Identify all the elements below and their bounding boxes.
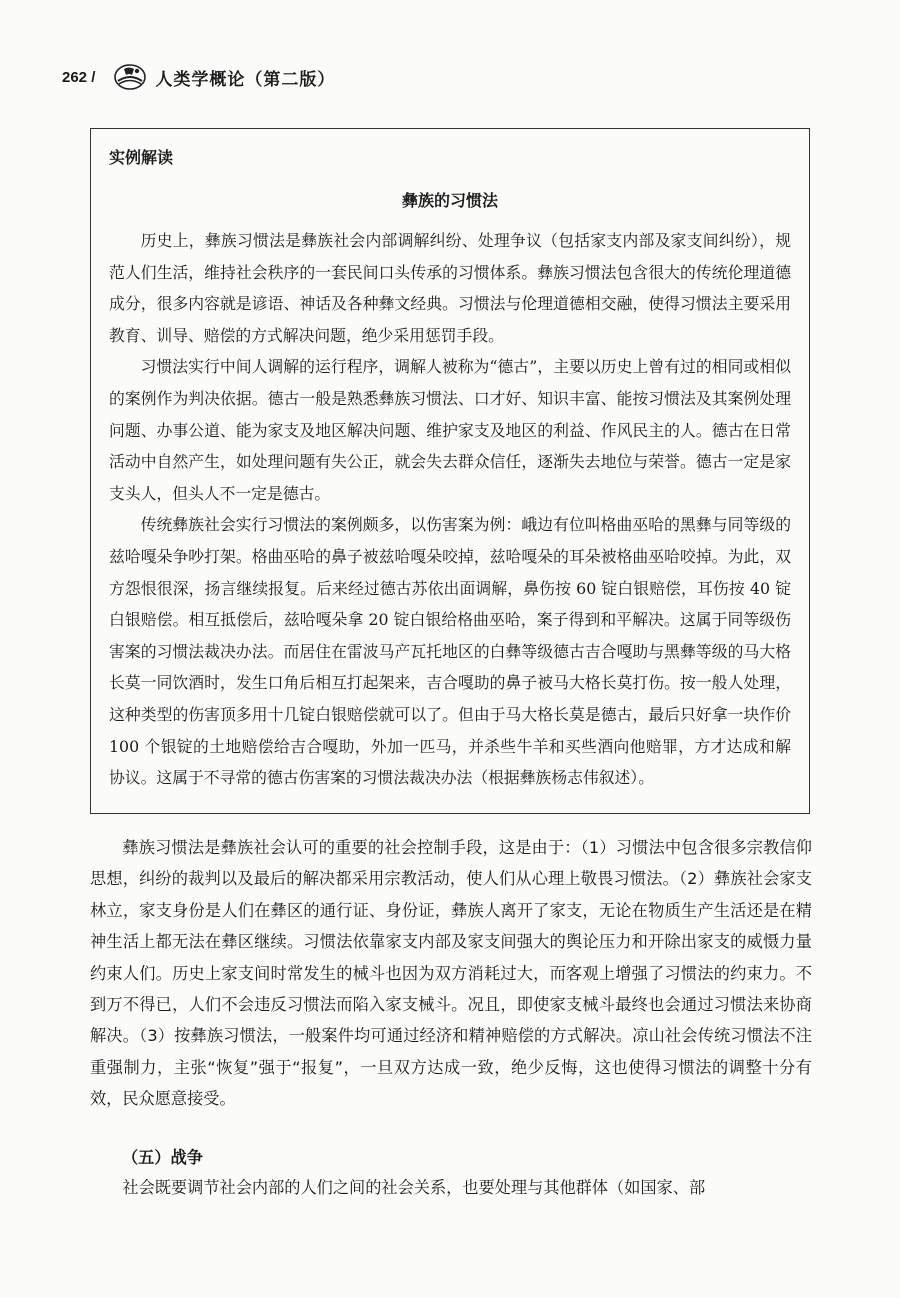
- book-title: 人类学概论（第二版）: [155, 69, 336, 90]
- case-study-title: 彝族的习惯法: [401, 191, 498, 210]
- section-heading: （五）战争: [122, 1148, 203, 1167]
- case-study-box: [90, 128, 810, 814]
- case-paragraph: 习惯法实行中间人调解的运行程序，调解人被称为“德古”，主要以历史上曾有过的相同或相似的案例作为判决依据。德古一般是熟悉彝族习惯法、口才好、知识丰富、能按习惯法及其案例处理问题、办事公道、能为家支及地区解决问题、维护家支及地区的利益、作风民主的人。德古在日常活动中自然产生，如处理问题有失公正，就会失去群众信任，逐渐失去地位与荣誉。德古一定是家支头人，但头人不一定是德古。: [109, 357, 791, 503]
- main-text: [90, 832, 812, 1115]
- book-logo-icon: [113, 63, 147, 91]
- page-header: [62, 62, 335, 92]
- case-paragraph: 传统彝族社会实行习惯法的案例颇多，以伤害案为例：峨边有位叫格曲巫哈的黑彝与同等级的兹哈嘎朵争吵打架。格曲巫哈的鼻子被兹哈嘎朵咬掉，兹哈嘎朵的耳朵被格曲巫哈咬掉。为此，双方怨恨很深，扬言继续报复。后来经过德古苏依出面调解，鼻伤按 60 锭白银赔偿，耳伤按 40 锭白银赔偿。相互抵偿后，兹哈嘎朵拿 20 锭白银给格曲巫哈，案子得到和平解决。这属于同等级伤害案的习惯法裁决办法。而居住在雷波马产瓦托地区的白彝等级德古吉合嘎助与黑彝等级的马大格长莫一同饮酒时，发生口角后相互打起架来，吉合嘎助的鼻子被马大格长莫打伤。按一般人处理，这种类型的伤害顶多用十几锭白银赔偿就可以了。但由于马大格长莫是德古，最后只好拿一块作价 100 个银锭的土地赔偿给吉合嘎助，外加一匹马，并杀些牛羊和买些酒向他赔罪，方才达成和解协议。这属于不寻常的德古伤害案的习惯法裁决办法（根据彝族杨志伟叙述）。: [109, 515, 791, 788]
- case-paragraph: 历史上，彝族习惯法是彝族社会内部调解纠纷、处理争议（包括家支内部及家支间纠纷），规范人们生活，维持社会秩序的一套民间口头传承的习惯体系。彝族习惯法包含很大的传统伦理道德成分，很多内容就是谚语、神话及各种彝文经典。习惯法与伦理道德相交融，使得习惯法主要采用教育、训导、赔偿的方式解决问题，绝少采用惩罚手段。: [109, 231, 791, 345]
- case-study-label: 实例解读: [109, 148, 174, 167]
- body-paragraph-start: 社会既要调节社会内部的人们之间的社会关系，也要处理与其他群体（如国家、部: [122, 1178, 706, 1197]
- section-body: [90, 1172, 812, 1203]
- page-number: 262 /: [62, 68, 96, 86]
- body-paragraph: 彝族习惯法是彝族社会认可的重要的社会控制手段，这是由于：（1）习惯法中包含很多宗教信仰思想，纠纷的裁判以及最后的解决都采用宗教活动，使人们从心理上敬畏习惯法。（2）彝族社会家支林立，家支身份是人们在彝区的通行证、身份证，彝族人离开了家支，无论在物质生产生活还是在精神生活上都无法在彝区继续。习惯法依靠家支内部及家支间强大的舆论压力和开除出家支的威慑力量约束人们。历史上家支间时常发生的械斗也因为双方消耗过大，而客观上增强了习惯法的约束力。不到万不得已，人们不会违反习惯法而陷入家支械斗。况且，即使家支械斗最终也会通过习惯法来协商解决。（3）按彝族习惯法，一般案件均可通过经济和精神赔偿的方式解决。凉山社会传统习惯法不注重强制力，主张“恢复”强于“报复”，一旦双方达成一致，绝少反悔，这也使得习惯法的调整十分有效，民众愿意接受。: [90, 838, 812, 1109]
